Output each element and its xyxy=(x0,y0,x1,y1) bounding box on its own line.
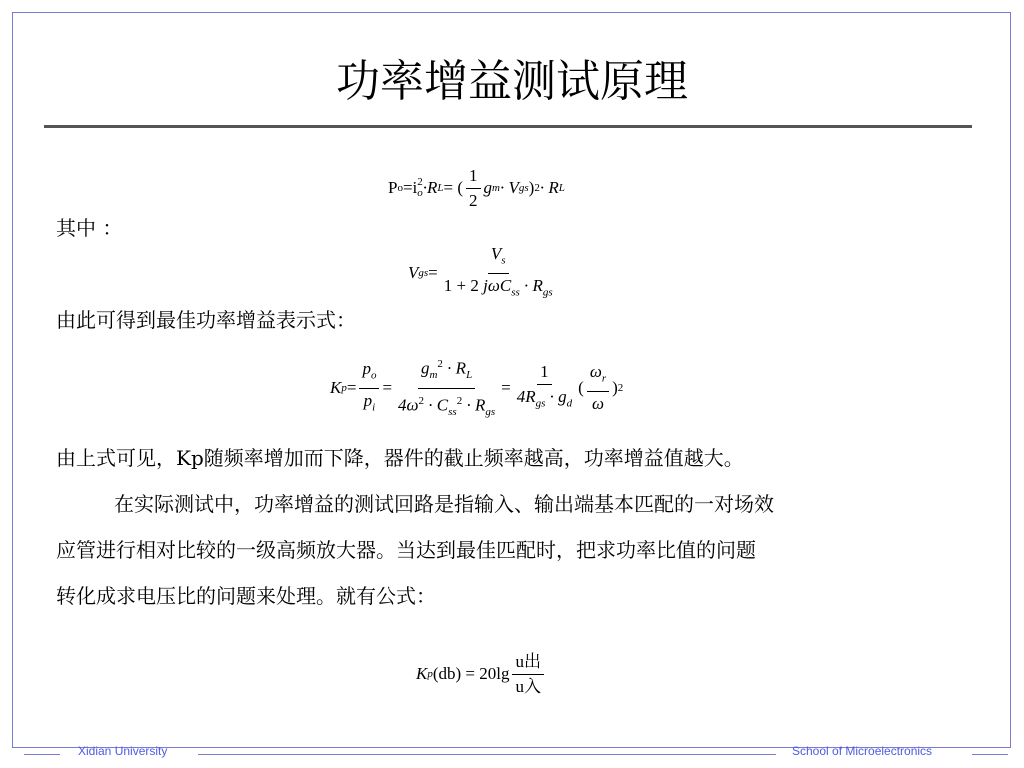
eq2-fraction xyxy=(441,242,556,304)
footer-rule-left xyxy=(24,754,60,755)
eq1-close: ) xyxy=(528,178,535,197)
eq3-frac-2 xyxy=(395,352,498,423)
eq3-f2-den-tail: · R xyxy=(462,395,486,415)
paragraph-line-2: 应管进行相对比较的一级高频放大器。当达到最佳匹配时，把求功率比值的问题 xyxy=(56,538,756,562)
eq1-close-sup: 2 xyxy=(534,182,540,194)
eq3-f2-num-rest: · R xyxy=(442,359,467,379)
eq3-close-paren: ) xyxy=(612,378,618,397)
eq3-f2-den-tail-sub: gs xyxy=(485,405,496,418)
eq2-denominator xyxy=(441,274,556,304)
eq3-f4-numerator xyxy=(587,360,609,391)
eq3-f2-denominator xyxy=(395,389,498,424)
eq3-equals-2: = xyxy=(382,378,393,397)
paragraph-line-3: 转化成求电压比的问题来处理。就有公式： xyxy=(56,584,436,608)
eq4-arg: (db) = 20lg xyxy=(432,664,510,683)
eq1-prefix: P xyxy=(388,178,398,197)
paragraph-line-1: 在实际测试中，功率增益的测试回路是指输入、输出端基本匹配的一对场效 xyxy=(114,492,774,516)
eq3-f3-den-rest-sub: d xyxy=(566,397,573,410)
eq1-half xyxy=(466,164,481,213)
footer-rule-right xyxy=(972,754,1008,755)
eq3-f1-denominator xyxy=(361,389,379,419)
eq3-frac-3 xyxy=(514,360,575,415)
eq3-f1-numerator xyxy=(359,357,379,388)
eq3-f1-den-sub: i xyxy=(372,400,376,413)
eq3-lhs-sub: p xyxy=(341,382,347,394)
eq3-f2-num-sup: 2 xyxy=(437,358,443,371)
eq3-equals-1: = xyxy=(346,378,357,397)
equation-kp-db xyxy=(416,646,596,702)
eq1-g: g xyxy=(483,178,493,197)
equation-vgs xyxy=(408,244,598,302)
eq4-lhs-sub: p xyxy=(427,668,433,680)
eq2-den-c: · R xyxy=(519,275,543,295)
equation-power-output xyxy=(388,162,646,214)
eq3-f4-num: ω xyxy=(589,362,602,382)
eq3-equals-3: = xyxy=(501,378,511,397)
eq3-f1-num-sub: o xyxy=(370,369,377,382)
eq4-fraction xyxy=(512,650,544,699)
eq3-frac-4 xyxy=(587,360,609,415)
label-qizhong: 其中 ： xyxy=(56,216,123,240)
eq3-f3-den-rest: · g xyxy=(545,387,567,407)
line-kp-decrease: 由上式可见，Kp随频率增加而下降，器件的截止频率越高，功率增益值越大。 xyxy=(56,446,744,470)
line-best-gain: 由此可得到最佳功率增益表示式： xyxy=(56,308,356,332)
eq3-lhs: K xyxy=(330,378,342,397)
eq3-f2-num-sub: m xyxy=(429,369,438,382)
eq3-f4-den: ω xyxy=(591,393,604,413)
eq1-rest: =i xyxy=(402,178,418,197)
eq1-mid-sub: L xyxy=(437,182,444,194)
eq1-exp: 2 xyxy=(417,176,423,188)
eq3-f2-den-sup: 2 xyxy=(418,394,425,407)
eq3-f3-den: 4R xyxy=(516,387,536,407)
eq3-f3-denominator xyxy=(514,385,575,415)
eq3-f2-num: g xyxy=(420,359,430,379)
eq1-v: · V xyxy=(500,178,519,197)
eq2-equals: = xyxy=(428,263,438,282)
eq2-lhs: V xyxy=(408,263,419,282)
eq4-lhs: K xyxy=(416,664,428,683)
eq3-f2-den: 4ω xyxy=(398,395,419,415)
eq4-den: u入 xyxy=(515,676,541,696)
eq3-f2-num-rest-sub: L xyxy=(466,369,473,382)
eq1-v-sub: gs xyxy=(518,182,529,194)
eq4-num: u出 xyxy=(512,650,544,675)
eq3-f2-numerator xyxy=(418,352,475,388)
eq2-den-b: jωC xyxy=(483,275,512,295)
eq1-half-num: 1 xyxy=(466,164,481,189)
eq1-g-sub: m xyxy=(492,182,500,194)
eq1-prefix-sub: o xyxy=(397,182,403,194)
eq2-den-c-sub: gs xyxy=(542,285,553,298)
eq2-den-b-sub: ss xyxy=(511,285,520,298)
footer-rule-middle xyxy=(198,754,776,755)
eq3-frac-1 xyxy=(359,357,379,419)
equation-kp xyxy=(330,352,702,424)
eq3-f1-num: p xyxy=(362,359,371,379)
eq3-close-sup: 2 xyxy=(617,382,624,394)
eq3-open-paren: ( xyxy=(578,378,584,397)
eq3-f3-num: 1 xyxy=(537,360,552,385)
eq1-equals: = ( xyxy=(443,178,464,197)
eq3-f2-den-rest-sub: ss xyxy=(448,405,457,418)
eq1-mid: ·R xyxy=(422,178,438,197)
eq2-num-sub: s xyxy=(501,254,506,267)
title-underline xyxy=(44,125,972,128)
eq1-tail-sub: L xyxy=(558,182,565,194)
eq2-numerator xyxy=(488,242,509,273)
eq3-f2-den-rest: · C xyxy=(424,395,449,415)
eq1-half-den: 2 xyxy=(469,190,478,210)
eq1-tail: · R xyxy=(539,178,559,197)
slide-title: 功率增益测试原理 xyxy=(336,56,688,107)
eq3-f4-num-sub: r xyxy=(601,372,607,385)
eq2-den-a: 1 + 2 xyxy=(443,275,484,295)
eq3-f2-den-rest-sup: 2 xyxy=(456,394,463,407)
eq2-num: V xyxy=(490,244,502,264)
footer-left: Xidian University xyxy=(78,744,168,758)
eq3-f3-den-sub: gs xyxy=(535,397,546,410)
eq3-f1-den: p xyxy=(363,390,373,410)
eq2-lhs-sub: gs xyxy=(418,267,429,279)
footer-right: School of Microelectronics xyxy=(792,744,933,758)
eq1-sub: o xyxy=(417,187,423,199)
